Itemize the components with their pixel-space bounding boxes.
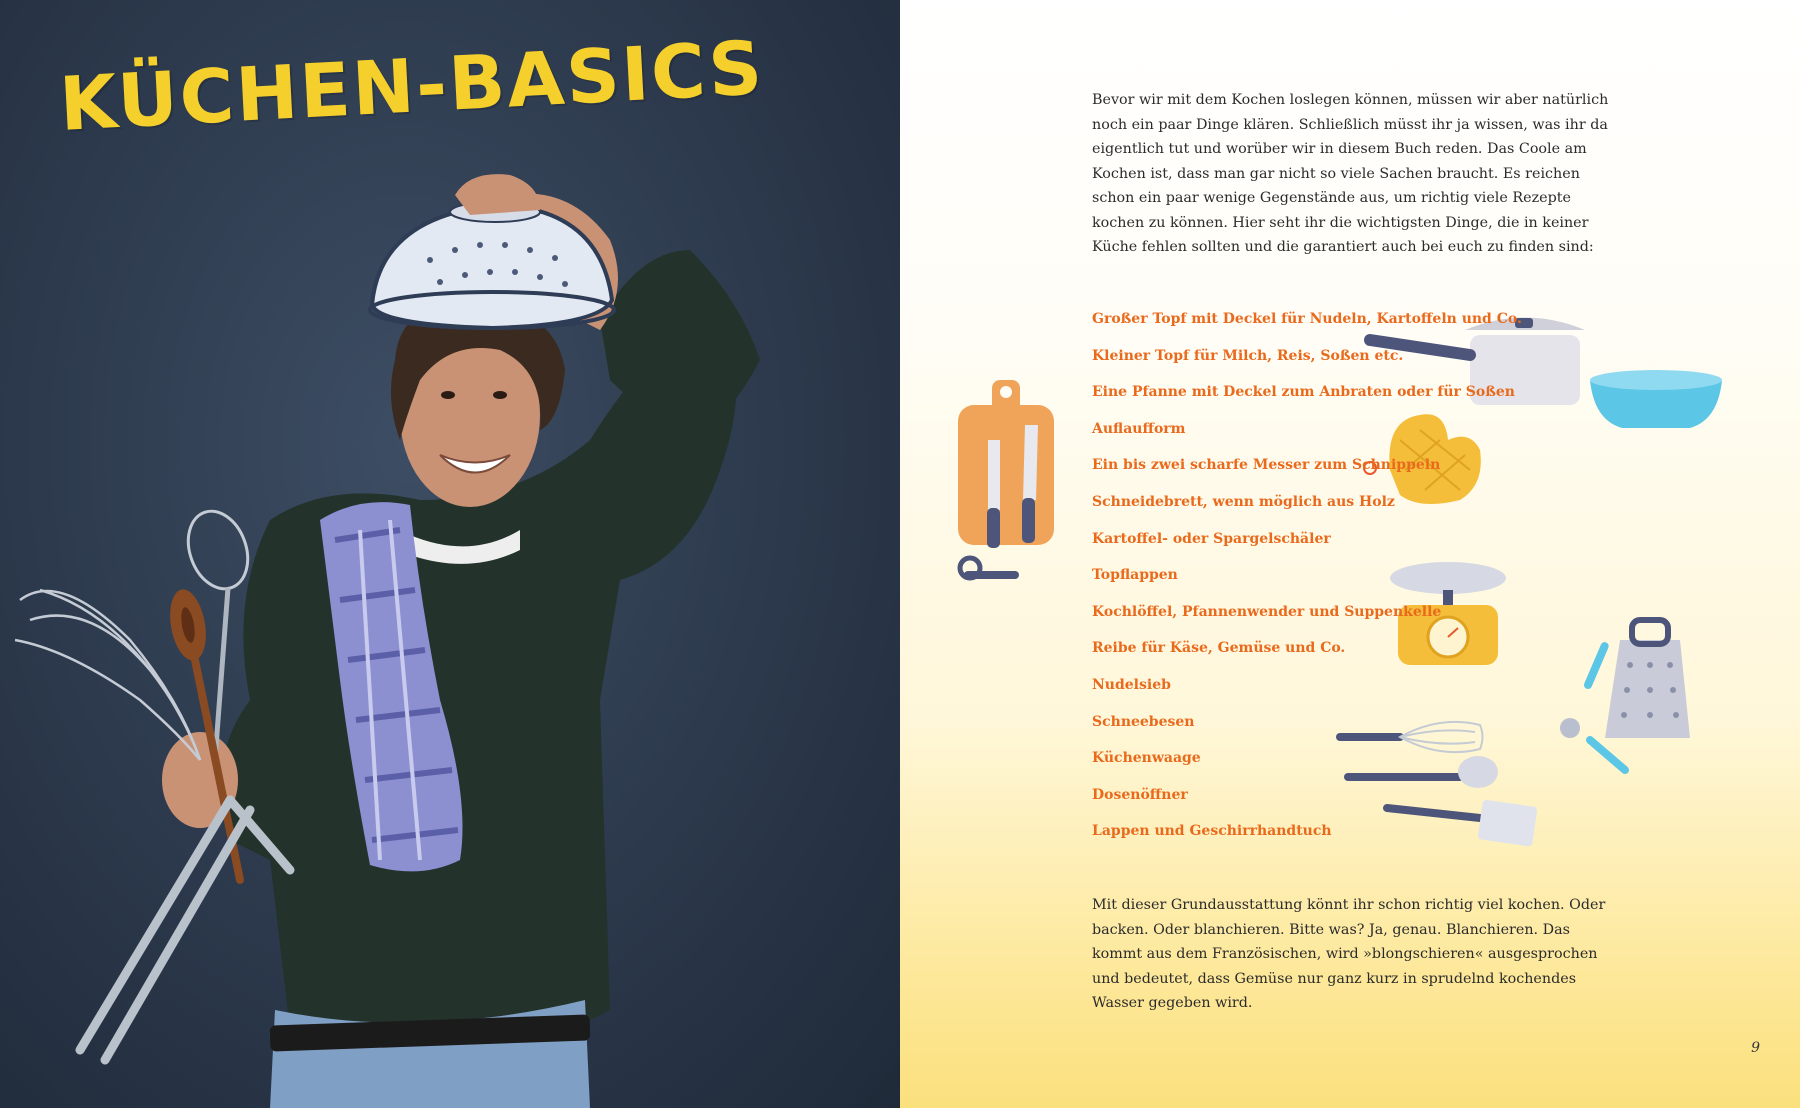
- list-item: Eine Pfanne mit Deckel zum Anbraten oder für Soßen: [1092, 384, 1515, 401]
- list-item: Topflappen: [1092, 567, 1178, 584]
- intro-paragraph: Bevor wir mit dem Kochen loslegen können, müssen wir aber natürlich noch ein paar Dinge klären. Schließlich müsst ihr ja wissen, was ihr da eigentlich tut und worüber wir in diesem Buch reden. Das Coole am Kochen ist, dass man gar nicht so viele Sachen braucht. Es reichen schon ein paar wenige Gegenstände aus, um richtig viele Rezepte kochen zu können. Hier seht ihr die wichtigsten Dinge, die in keiner Küche fehlen sollten und die garantiert auch bei euch zu finden sind:: [1092, 92, 1609, 255]
- right-page: [900, 0, 1800, 1108]
- baking-dish-icon: [1590, 370, 1722, 428]
- list-item: Großer Topf mit Deckel für Nudeln, Kartoffeln und Co.: [1092, 311, 1522, 327]
- list-item: Dosenöffner: [1092, 786, 1188, 803]
- grater-icon: [1605, 620, 1690, 738]
- list-item: Auflaufform: [1092, 420, 1186, 437]
- list-item: Nudelsieb: [1092, 676, 1171, 693]
- list-item: Kartoffel- oder Spargelschäler: [1092, 530, 1331, 547]
- list-item: Küchenwaage: [1092, 750, 1201, 767]
- list-item: Reibe für Käse, Gemüse und Co.: [1092, 640, 1346, 657]
- list-item: Ein bis zwei scharfe Messer zum Schnippeln: [1092, 457, 1441, 474]
- peeler-icon: [960, 558, 1015, 578]
- list-item: Kochlöffel, Pfannenwender und Suppenkelle: [1092, 603, 1442, 620]
- outro-paragraph: Mit dieser Grundausstattung könnt ihr schon richtig viel kochen. Oder backen. Oder blanchieren. Bitte was? Ja, genau. Blanchieren. Das kommt aus dem Französischen, wird »blongschieren« ausgesprochen und bedeutet, dass Gemüse nur ganz kurz in sprudelnd kochendes Wasser gegeben wird.: [1092, 897, 1606, 1011]
- list-item: Kleiner Topf für Milch, Reis, Soßen etc.: [1092, 347, 1404, 364]
- list-item: Schneidebrett, wenn möglich aus Holz: [1092, 493, 1395, 510]
- cutting-board-icon: [958, 380, 1054, 545]
- tongs-icon: [80, 800, 290, 1060]
- list-item: Lappen und Geschirrhandtuch: [1092, 823, 1332, 840]
- page-title: KÜCHEN-BASICS: [57, 25, 767, 148]
- page-number: 9: [1751, 1040, 1760, 1056]
- list-item: Schneebesen: [1092, 713, 1195, 730]
- equipment-list: [1092, 307, 1522, 856]
